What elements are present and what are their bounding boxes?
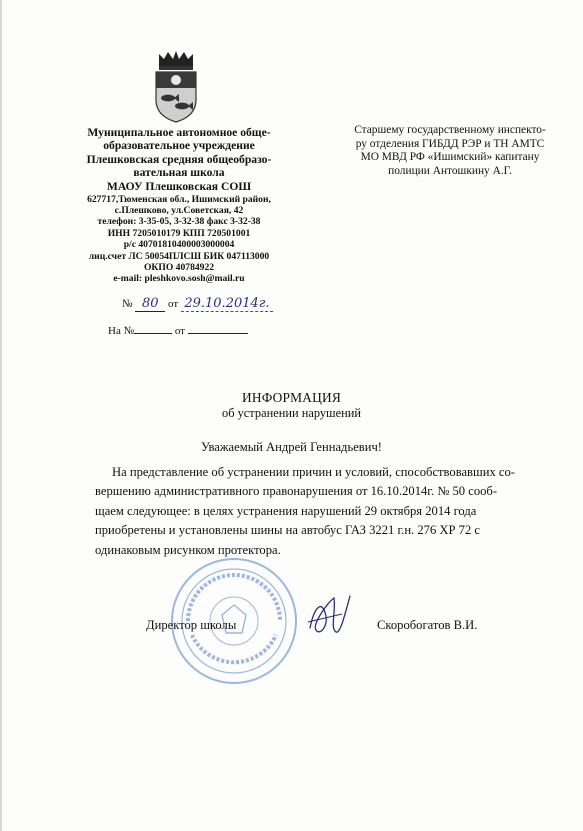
signatory-name: Скоробогатов В.И. <box>377 618 478 632</box>
handwritten-signature <box>300 588 360 648</box>
body-line: одинаковым рисунком протектора. <box>95 542 281 557</box>
recipient-line: Старшему государственному инспекто- <box>354 124 546 136</box>
outgoing-number-value: 80 <box>141 296 159 311</box>
recipient-line: ру отделения ГИБДД РЭР и ТН АМТС <box>355 137 545 150</box>
outgoing-number-label: № <box>122 298 133 310</box>
email-line: e-mail: pleshkovo.sosh@mail.ru <box>113 273 245 285</box>
recipient-block <box>330 124 570 178</box>
personal-account-line: лиц.счет ЛС 50054ПЛСШ БИК 047113000 <box>88 250 270 262</box>
incoming-date-label: от <box>174 325 185 337</box>
salutation: Уважаемый Андрей Геннадьевич! <box>200 440 382 454</box>
inn-line: ИНН 7205010179 КПП 720501001 <box>107 227 251 239</box>
body-line: вершению административного правонарушения от 16.10.2014г. № 50 сооб- <box>95 484 498 499</box>
document-title: ИНФОРМАЦИЯ <box>241 390 342 405</box>
incoming-date-blank <box>188 324 248 334</box>
org-name-line: образовательное учреждение <box>103 139 255 153</box>
address-line: 627717,Тюменская обл., Ишимский район, <box>87 193 271 205</box>
sender-block <box>62 126 296 285</box>
signatory-position: Директор школы <box>146 618 237 632</box>
okpo-line: ОКПО 40784922 <box>143 262 215 274</box>
outgoing-date-value: 29.10.2014г. <box>184 296 270 311</box>
address-line: с.Плешково, ул.Советская, 42 <box>114 205 244 217</box>
body-line: На представление об устранении причин и условий, способствовавших со- <box>112 465 515 479</box>
incoming-number-blank <box>134 324 172 334</box>
outgoing-number-line <box>122 296 273 312</box>
org-name-line: вательная школа <box>133 166 225 180</box>
incoming-number-label: На № <box>108 325 135 337</box>
phone-line: телефон: 3-35-05, 3-32-38 факс 3-32-38 <box>97 216 261 228</box>
coat-of-arms-icon <box>153 50 199 124</box>
recipient-line: полиции Антошкину А.Г. <box>388 164 512 177</box>
account-line: р/с 40701810400003000004 <box>123 239 235 251</box>
incoming-number-line <box>108 324 248 337</box>
document-subtitle: об устранении нарушений <box>222 406 361 420</box>
outgoing-date-label: от <box>168 298 179 310</box>
org-short-name: МАОУ Плешковская СОШ <box>106 179 252 193</box>
body-line: щаем следующее: в целях устранения нарушений 29 октября 2014 года <box>95 503 477 518</box>
body-line: приобретены и установлены шины на автобус ГАЗ 3221 г.н. 276 ХР 72 с <box>95 523 480 538</box>
org-name-line: Плешковская средняя общеобразо- <box>86 152 272 166</box>
recipient-line: МО МВД РФ «Ишимский» капитану <box>360 151 540 164</box>
letter-body <box>95 463 550 560</box>
org-name-line: Муниципальное автономное обще- <box>87 126 271 139</box>
